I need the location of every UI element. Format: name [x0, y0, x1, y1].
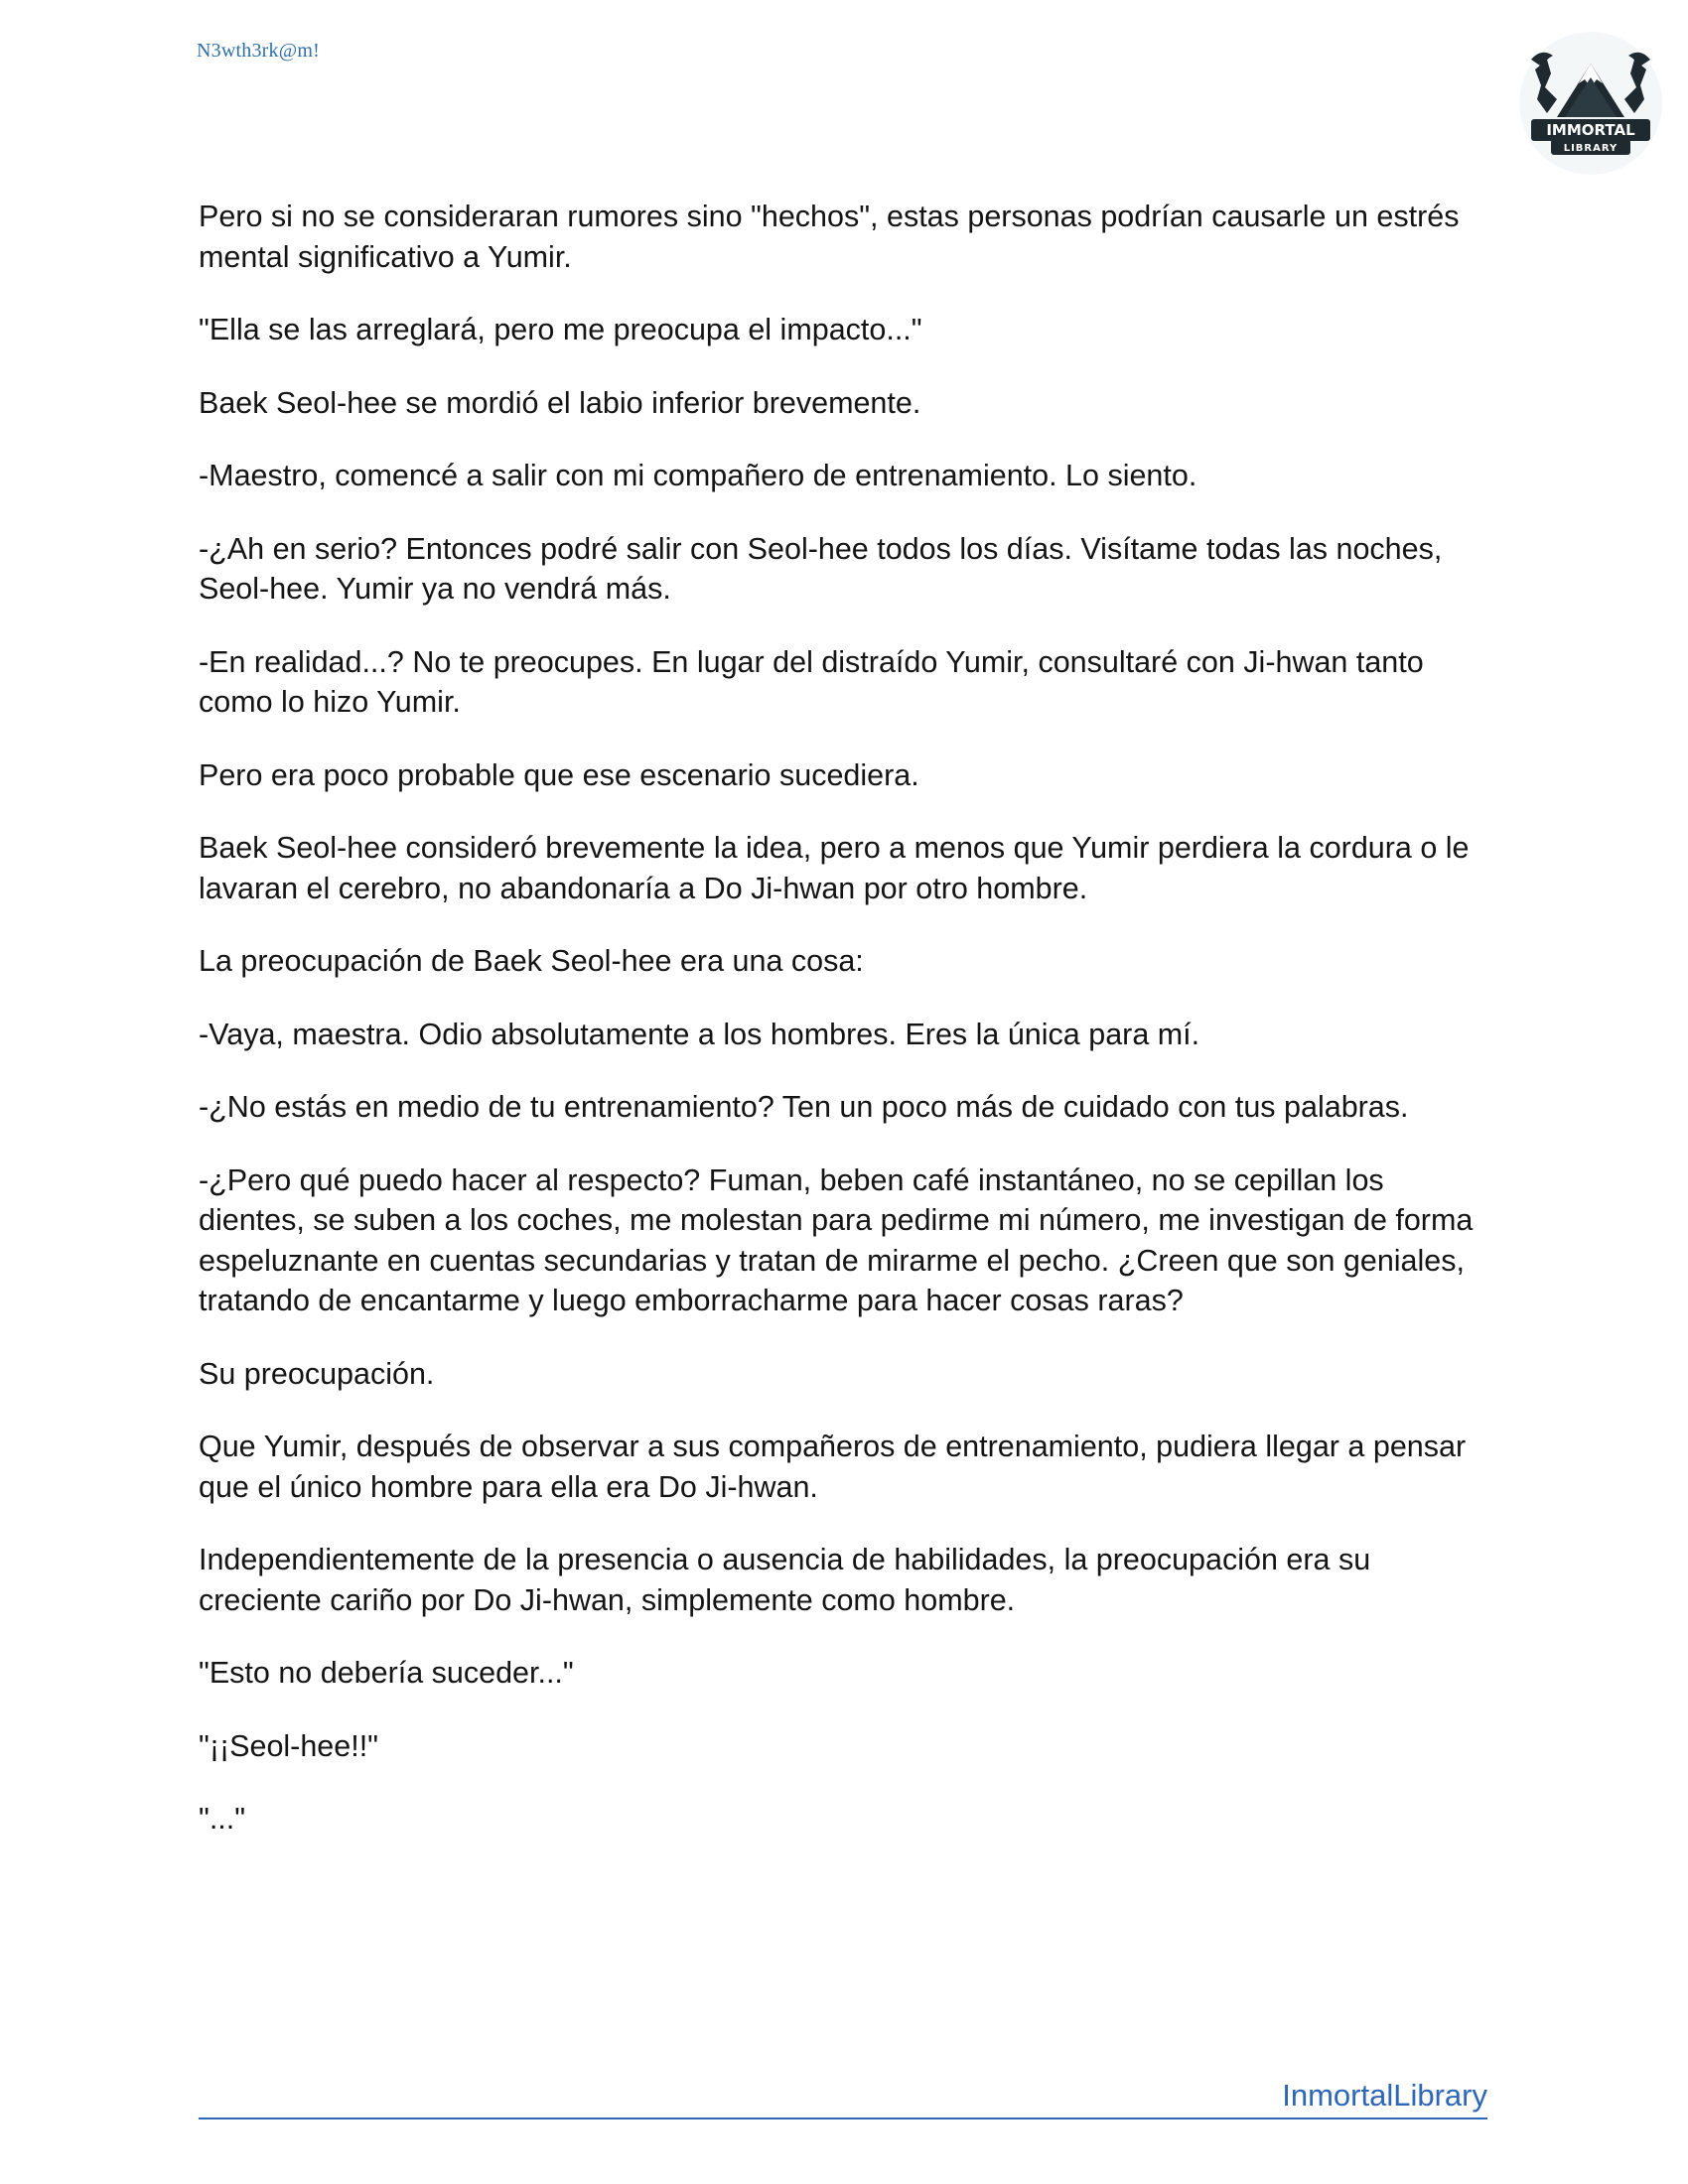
paragraph: Independientemente de la presencia o ausencia de habilidades, la preocupación era su creciente cariño por Do Ji-hwan, simplemente como hombre.	[199, 1543, 1371, 1617]
chapter-body	[199, 197, 1489, 1872]
paragraph: -Vaya, maestra. Odio absolutamente a los hombres. Eres la única para mí.	[199, 1017, 1200, 1051]
logo-title: IMMORTAL	[1546, 121, 1635, 139]
paragraph: "Ella se las arreglará, pero me preocupa el impacto..."	[199, 313, 922, 346]
paragraph: -¿Pero qué puedo hacer al respecto? Fuman, beben café instantáneo, no se cepillan los dientes, se suben a los coches, me molestan para pedirme mi número, me investigan de forma espeluznante en cuentas secundarias y tratan de mirarme el pecho. ¿Creen que son geniales, tratando de encantarme y luego emborracharme para hacer cosas raras?	[199, 1162, 1474, 1317]
immortal-library-logo	[1517, 30, 1664, 177]
footer-rule	[199, 2117, 1487, 2119]
paragraph: -¿No estás en medio de tu entrenamiento? Ten un poco más de cuidado con tus palabras.	[199, 1090, 1409, 1124]
paragraph: -¿Ah en serio? Entonces podré salir con Seol-hee todos los días. Visítame todas las noches, Seol-hee. Yumir ya no vendrá más.	[199, 531, 1443, 606]
paragraph: Su preocupación.	[199, 1356, 435, 1391]
paragraph: "¡¡Seol-hee!!"	[199, 1728, 379, 1763]
paragraph: Pero era poco probable que ese escenario sucediera.	[199, 757, 919, 792]
paragraph: "Esto no debería suceder..."	[199, 1656, 574, 1690]
paragraph: "..."	[199, 1802, 246, 1836]
header-watermark: N3wth3rk@m!	[197, 40, 320, 62]
paragraph: Pero si no se consideraran rumores sino "hechos", estas personas podrían causarle un estrés mental significativo a Yumir.	[199, 200, 1460, 274]
paragraph: Baek Seol-hee se mordió el labio inferior brevemente.	[199, 385, 921, 420]
paragraph: -En realidad...? No te preocupes. En lugar del distraído Yumir, consultaré con Ji-hwan tanto como lo hizo Yumir.	[199, 644, 1424, 719]
paragraph: Baek Seol-hee consideró brevemente la idea, pero a menos que Yumir perdiera la cordura o le lavaran el cerebro, no abandonaría a Do Ji-hwan por otro hombre.	[199, 831, 1470, 905]
dragons-mountain-logo-icon	[1517, 30, 1664, 177]
footer-link-inmortallibrary[interactable]: InmortalLibrary	[1282, 2078, 1487, 2113]
logo-subtitle: LIBRARY	[1563, 143, 1618, 154]
paragraph: -Maestro, comencé a salir con mi compañero de entrenamiento. Lo siento.	[199, 459, 1197, 492]
paragraph: Que Yumir, después de observar a sus compañeros de entrenamiento, pudiera llegar a pensar que el único hombre para ella era Do Ji-hwan.	[199, 1430, 1467, 1504]
paragraph: La preocupación de Baek Seol-hee era una cosa:	[199, 944, 864, 978]
